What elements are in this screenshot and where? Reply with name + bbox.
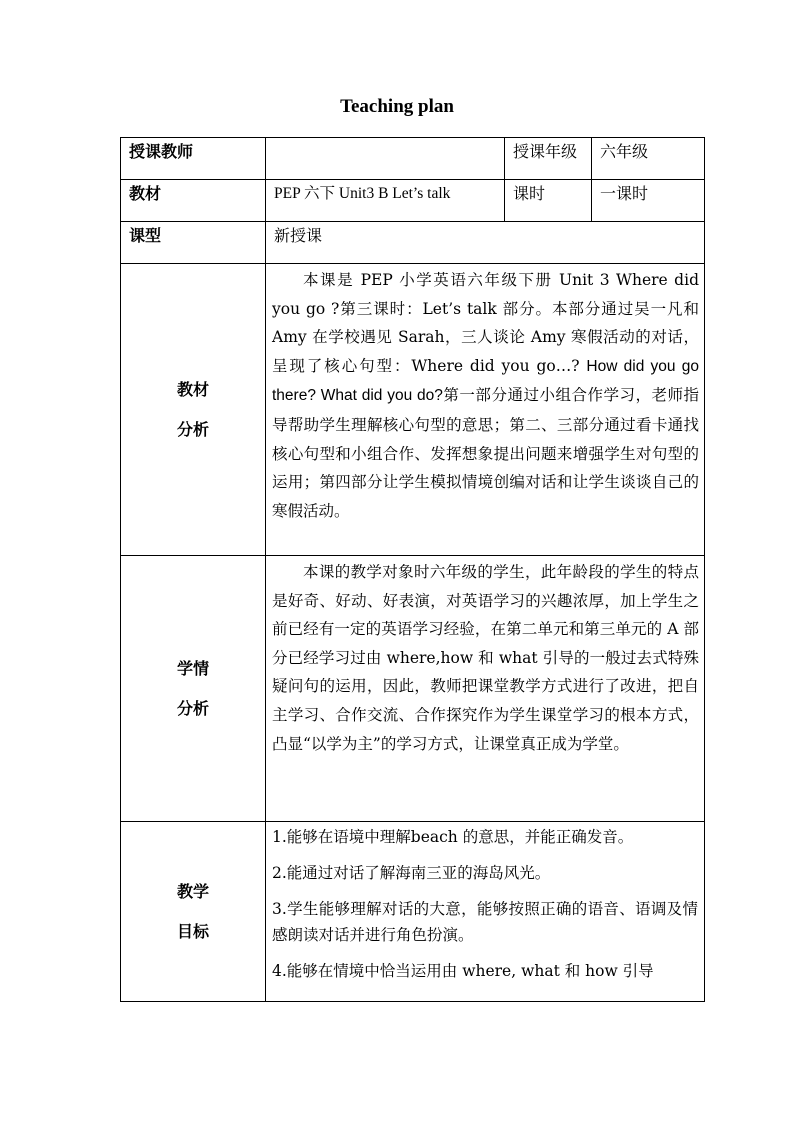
teaching-goals-label-1: 教学 [176, 881, 209, 901]
material-analysis-core-sentences: How did you go there? What did you do? [272, 357, 699, 405]
material-row [121, 180, 705, 222]
teaching-goal-item: 1.能够在语境中理解beach 的意思，并能正确发音。 [272, 828, 634, 846]
teaching-goal-item: 2.能通过对话了解海南三亚的海岛风光。 [272, 864, 551, 882]
grade-label: 授课年级 [513, 142, 578, 161]
teaching-goals-row [121, 822, 705, 1002]
student-analysis-text-cell [266, 556, 705, 822]
student-analysis-row [121, 556, 705, 822]
grade-value-cell [592, 138, 705, 180]
material-analysis-label-2: 分析 [176, 419, 209, 439]
teaching-plan-table [120, 137, 705, 1002]
teacher-value-cell [266, 138, 505, 180]
material-value: PEP 六下 Unit3 B Let’s talk [274, 185, 451, 202]
student-analysis-label-1: 学情 [176, 658, 209, 678]
period-label-cell [505, 180, 592, 222]
student-analysis-label-2: 分析 [176, 698, 209, 718]
material-analysis-row [121, 264, 705, 556]
type-label-cell [121, 222, 266, 264]
teaching-goals-text-cell [266, 822, 705, 1002]
period-value: 一课时 [600, 184, 649, 203]
type-row [121, 222, 705, 264]
teacher-label-cell [121, 138, 266, 180]
teacher-label: 授课教师 [129, 142, 194, 161]
material-analysis-label-cell [121, 264, 266, 556]
material-analysis-text-part1: 本课是 PEP 小学英语六年级下册 Unit 3 Where did you go ?第三课时：Let’s talk 部分。本部分通过吴一凡和 Amy 在学校遇见 Sarah，三人谈论 Amy 寒假活动的对话，呈现了核心句型：Where did you go…? [272, 271, 699, 375]
student-analysis-label-cell [121, 556, 266, 822]
type-label: 课型 [129, 226, 162, 245]
document-title: Teaching plan [340, 96, 454, 117]
material-value-cell [266, 180, 505, 222]
teacher-value [266, 138, 504, 142]
teaching-goals-list [266, 824, 704, 984]
material-analysis-label-1: 教材 [176, 379, 209, 399]
grade-label-cell [505, 138, 592, 180]
teaching-goal-item: 3.学生能够理解对话的大意，能够按照正确的语音、语调及情感朗读对话并进行角色扮演。 [272, 900, 698, 944]
type-value: 新授课 [274, 226, 323, 245]
period-label: 课时 [513, 184, 546, 203]
material-analysis-text [266, 264, 704, 525]
teaching-goal-item: 4.能够在情境中恰当运用由 where, what 和 how 引导 [272, 962, 654, 980]
student-analysis-text: 本课的教学对象时六年级的学生，此年龄段的学生的特点是好奇、好动、好表演，对英语学习的兴趣浓厚，加上学生之前已经有一定的英语学习经验，在第二单元和第三单元的 A 部分已经学习过由 where,how 和 what 引导的一般过去式特殊疑问句的运用，因此，教师把课堂教学方式进行了改进，把自主学习、合作交流、合作探究作为学生课堂学习的根本方式，凸显“以学为主”的学习方式，让课堂真正成为学堂。 [272, 563, 699, 753]
teaching-goals-label-cell [121, 822, 266, 1002]
period-value-cell [592, 180, 705, 222]
type-value-cell [266, 222, 705, 264]
material-label: 教材 [129, 184, 162, 203]
teaching-goals-label-2: 目标 [176, 921, 209, 941]
grade-value: 六年级 [600, 142, 649, 161]
material-label-cell [121, 180, 266, 222]
material-analysis-text-cell [266, 264, 705, 556]
material-analysis-text-part3: 第一部分通过小组合作学习，老师指导帮助学生理解核心句型的意思；第二、三部分通过看卡通找核心句型和小组合作、发挥想象提出问题来增强学生对句型的运用；第四部分让学生模拟情境创编对话和让学生谈谈自己的寒假活动。 [272, 386, 699, 520]
teacher-row [121, 138, 705, 180]
